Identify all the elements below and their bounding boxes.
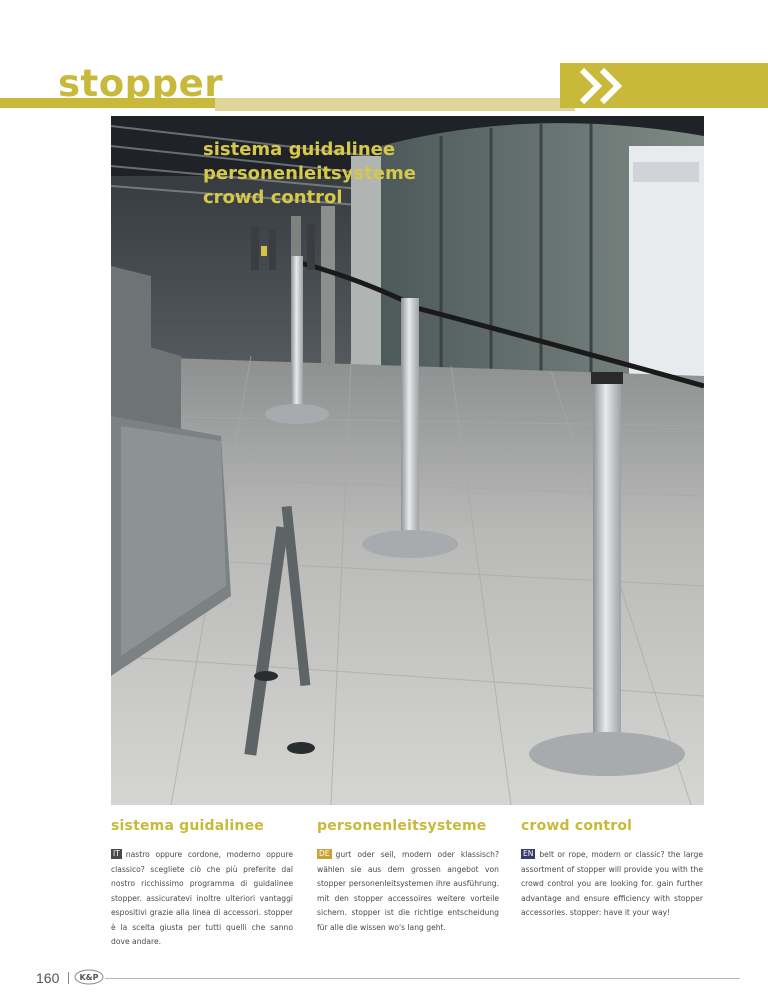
airport-stanchion-photo xyxy=(111,116,704,805)
footer-rule xyxy=(105,978,740,979)
footer-divider xyxy=(68,972,69,984)
kp-logo xyxy=(74,969,104,985)
svg-text:K&P: K&P xyxy=(79,973,99,982)
column-english xyxy=(521,818,703,921)
column-text: belt or rope, modern or classic? the large assortment of stopper will provide you with the crowd control you are looking for. gain further advantage and ensure efficiency with stopper accessories. stopper: have it your way! xyxy=(521,850,703,917)
column-text: gurt oder seil, modern oder klassisch? wählen sie aus dem grossen angebot von stopper personenleitsystemen ihre ausführung. mit den stopper accessoires weitere vorteile sichern. stopper ist die richtige entscheidung für alle die wissen wo's lang geht. xyxy=(317,850,499,932)
column-body xyxy=(111,848,293,950)
hero-photo xyxy=(111,116,704,805)
page-title: stopper xyxy=(58,62,223,105)
lang-tag: IT xyxy=(113,849,120,858)
photo-overlay-text xyxy=(203,138,416,210)
overlay-line: crowd control xyxy=(203,187,343,208)
lang-tag: DE xyxy=(319,849,330,858)
overlay-line: sistema guidalinee xyxy=(203,139,396,160)
page-number: 160 xyxy=(36,970,60,986)
header-band-light xyxy=(215,98,575,111)
column-italian xyxy=(111,818,293,950)
column-body xyxy=(521,848,703,921)
overlay-line: personenleitsysteme xyxy=(203,163,416,184)
column-body xyxy=(317,848,499,935)
lang-tag: EN xyxy=(523,849,534,858)
column-heading: sistema guidalinee xyxy=(111,818,264,834)
column-heading: crowd control xyxy=(521,818,633,834)
column-german xyxy=(317,818,499,935)
column-text: nastro oppure cordone, moderno oppure classico? scegliete ciò che più preferite dal nostro ricchissimo programma di guidalinee stopper. assicuratevi inoltre ulteriori vantaggi espositivi grazie alla linea di accessori. stopper è la scelta giusta per tutti quelli che sanno dove andare. xyxy=(111,850,293,946)
column-heading: personenleitsysteme xyxy=(317,818,487,834)
double-chevron-icon xyxy=(576,66,640,106)
